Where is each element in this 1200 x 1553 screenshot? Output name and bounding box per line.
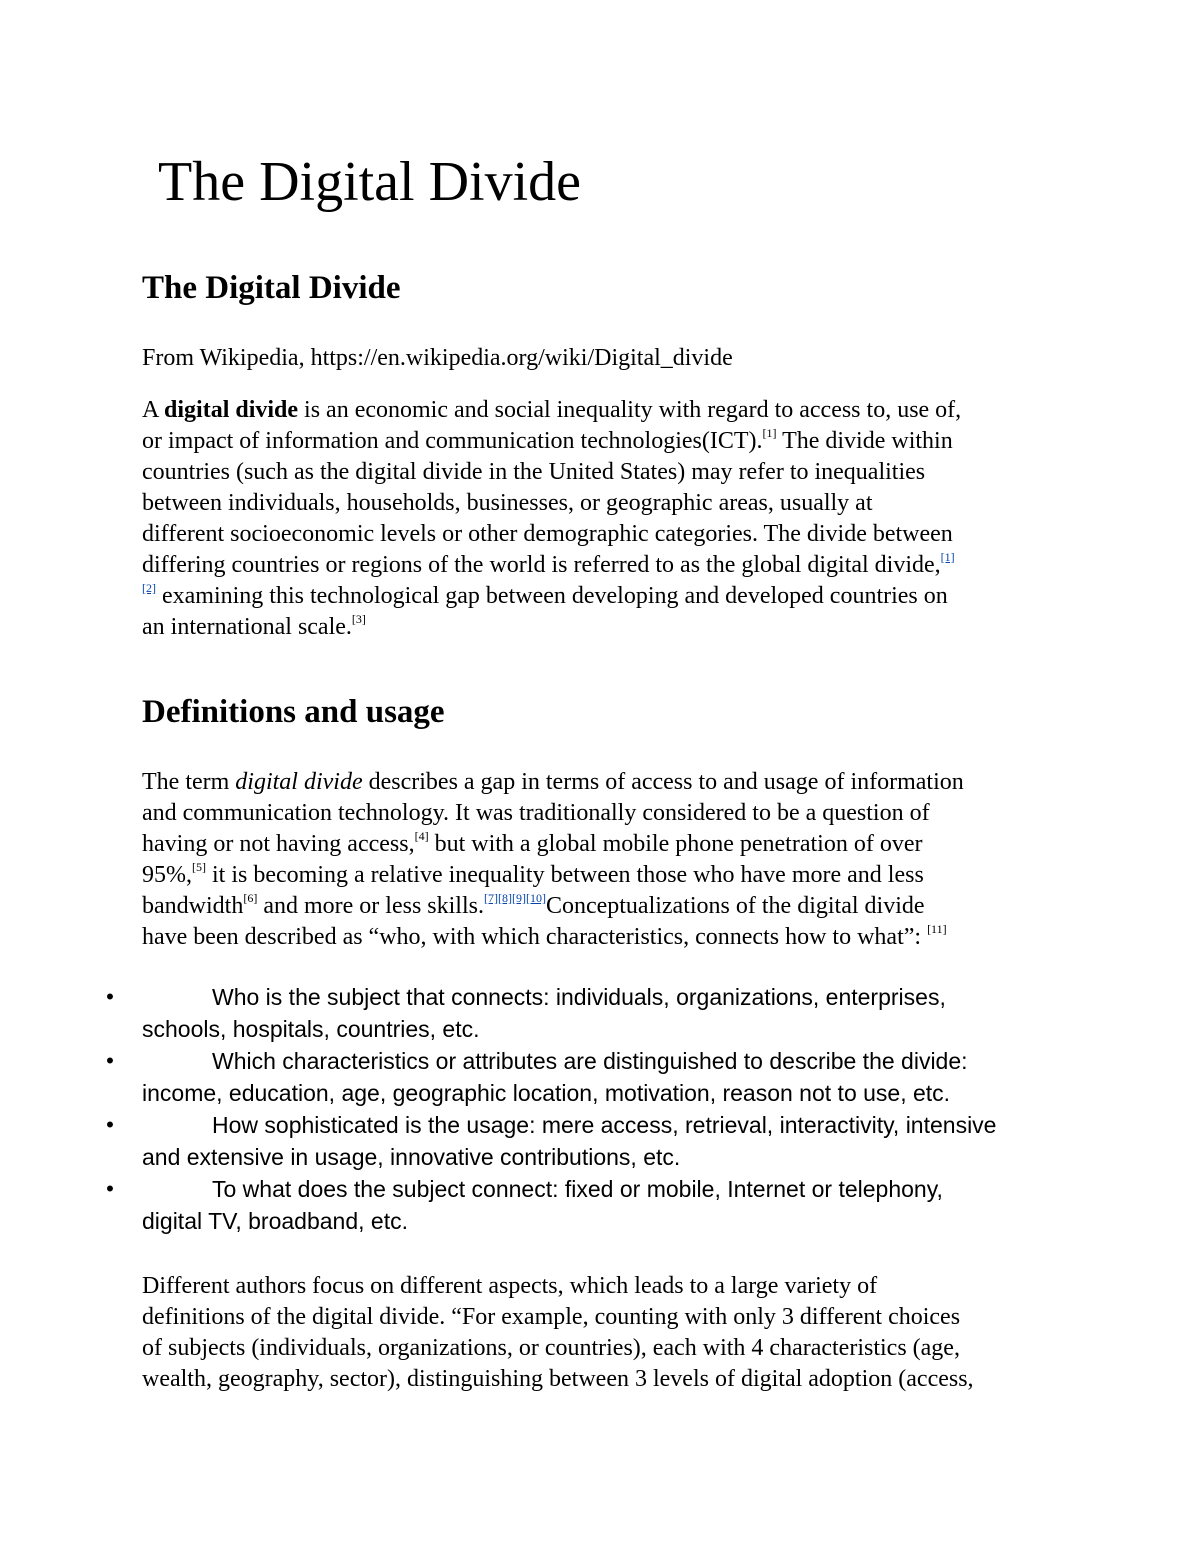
intro-line-7 (142, 581, 1082, 612)
defs-line-5a: bandwidth (142, 893, 244, 919)
authors-line-3: of subjects (individuals, organizations, or countries), each with 4 characteristics (age, (142, 1335, 960, 1361)
bullet-3-line-1: How sophisticated is the usage: mere access, retrieval, interactivity, intensive (212, 1112, 997, 1138)
defs-line-4a: 95%, (142, 862, 192, 888)
defs-line-3b: but with a global mobile phone penetration of over (428, 831, 923, 857)
bullet-icon: • (106, 1112, 114, 1137)
citation-5[interactable]: [5] (192, 860, 206, 874)
citation-7-10-link[interactable] (484, 891, 546, 905)
defs-line-4b: it is becoming a relative inequality between those who have more and less (206, 862, 924, 888)
defs-line-6 (142, 922, 1082, 953)
defs-line-3 (142, 829, 1082, 860)
intro-line-2b: The divide within (776, 428, 953, 454)
citation-7-10-link-text[interactable]: [7][8][9][10] (483, 891, 546, 905)
list-item (100, 1109, 1080, 1173)
intro-paragraph (142, 395, 1082, 643)
bullet-3-line-2: and extensive in usage, innovative contributions, etc. (142, 1144, 681, 1170)
list-item (100, 1173, 1080, 1237)
citation-2-link-text[interactable]: [2] (142, 581, 156, 595)
intro-line-8-text: an international scale. (142, 614, 352, 640)
definition-bullet-list (100, 981, 1080, 1237)
citation-11[interactable]: [11] (927, 922, 947, 936)
authors-line-1: Different authors focus on different aspects, which leads to a large variety of (142, 1273, 878, 1299)
intro-line-4: between individuals, households, businesses, or geographic areas, usually at (142, 490, 873, 516)
section-heading-digital-divide: The Digital Divide (142, 270, 401, 306)
intro-line-1-rest: is an economic and social inequality with regard to access to, use of, (298, 397, 962, 423)
citation-3[interactable]: [3] (351, 612, 366, 626)
bullet-4-line-2: digital TV, broadband, etc. (142, 1208, 408, 1234)
intro-term: digital divide (164, 397, 299, 423)
defs-line-5c: Conceptualizations of the digital divide (545, 893, 925, 919)
defs-line-1 (142, 767, 1082, 798)
bullet-icon: • (106, 1048, 114, 1073)
bullet-1-line-1: Who is the subject that connects: individuals, organizations, enterprises, (212, 984, 946, 1010)
intro-line-8 (142, 612, 1082, 643)
document-title: The Digital Divide (158, 151, 582, 213)
defs-line-5b: and more or less skills. (257, 893, 484, 919)
source-text: From Wikipedia, https://en.wikipedia.org/wiki/Digital_divide (142, 345, 733, 371)
defs-line-4 (142, 860, 1082, 891)
defs-line-5 (142, 891, 1082, 922)
citation-2-link[interactable] (142, 581, 156, 595)
intro-line-6-text: differing countries or regions of the world is referred to as the global digital divide, (142, 552, 941, 578)
bullet-2-line-1: Which characteristics or attributes are distinguished to describe the divide: (212, 1048, 968, 1074)
citation-4[interactable]: [4] (414, 829, 429, 843)
intro-line-5: different socioeconomic levels or other demographic categories. The divide between (142, 521, 953, 547)
intro-article: A (142, 397, 165, 423)
defs-article: The term (142, 769, 236, 795)
bullet-icon: • (106, 1176, 114, 1201)
citation-6[interactable]: [6] (243, 891, 258, 905)
list-item (100, 981, 1080, 1045)
bullet-4-line-1: To what does the subject connect: fixed or mobile, Internet or telephony, (212, 1176, 943, 1202)
authors-paragraph (142, 1271, 1082, 1395)
defs-line-1-rest: describes a gap in terms of access to and usage of information (362, 769, 964, 795)
bullet-icon: • (106, 984, 114, 1009)
source-line (142, 343, 1082, 374)
list-item (100, 1045, 1080, 1109)
defs-line-2: and communication technology. It was traditionally considered to be a question of (142, 800, 930, 826)
section-heading-definitions: Definitions and usage (142, 694, 445, 730)
bullet-1-line-2: schools, hospitals, countries, etc. (142, 1016, 480, 1042)
intro-line-6 (142, 550, 1082, 581)
intro-line-7-text: examining this technological gap between developing and developed countries on (156, 583, 948, 609)
bullet-2-line-2: income, education, age, geographic location, motivation, reason not to use, etc. (142, 1080, 951, 1106)
intro-line-1 (142, 395, 1082, 426)
definitions-paragraph (142, 767, 1082, 953)
citation-1-link-text[interactable]: [1] (940, 550, 955, 564)
defs-term: digital divide (235, 769, 363, 795)
intro-line-2a: or impact of information and communication technologies(ICT). (142, 428, 763, 454)
citation-1-link[interactable] (941, 550, 955, 564)
defs-line-3a: having or not having access, (142, 831, 415, 857)
intro-line-3: countries (such as the digital divide in the United States) may refer to inequalities (142, 459, 926, 485)
intro-line-2 (142, 426, 1082, 457)
authors-line-2: definitions of the digital divide. “For example, counting with only 3 different choices (142, 1304, 961, 1330)
defs-line-6-text: have been described as “who, with which characteristics, connects how to what”: (142, 924, 928, 950)
authors-line-4: wealth, geography, sector), distinguishing between 3 levels of digital adoption (access, (142, 1366, 974, 1392)
citation-1[interactable]: [1] (762, 426, 777, 440)
